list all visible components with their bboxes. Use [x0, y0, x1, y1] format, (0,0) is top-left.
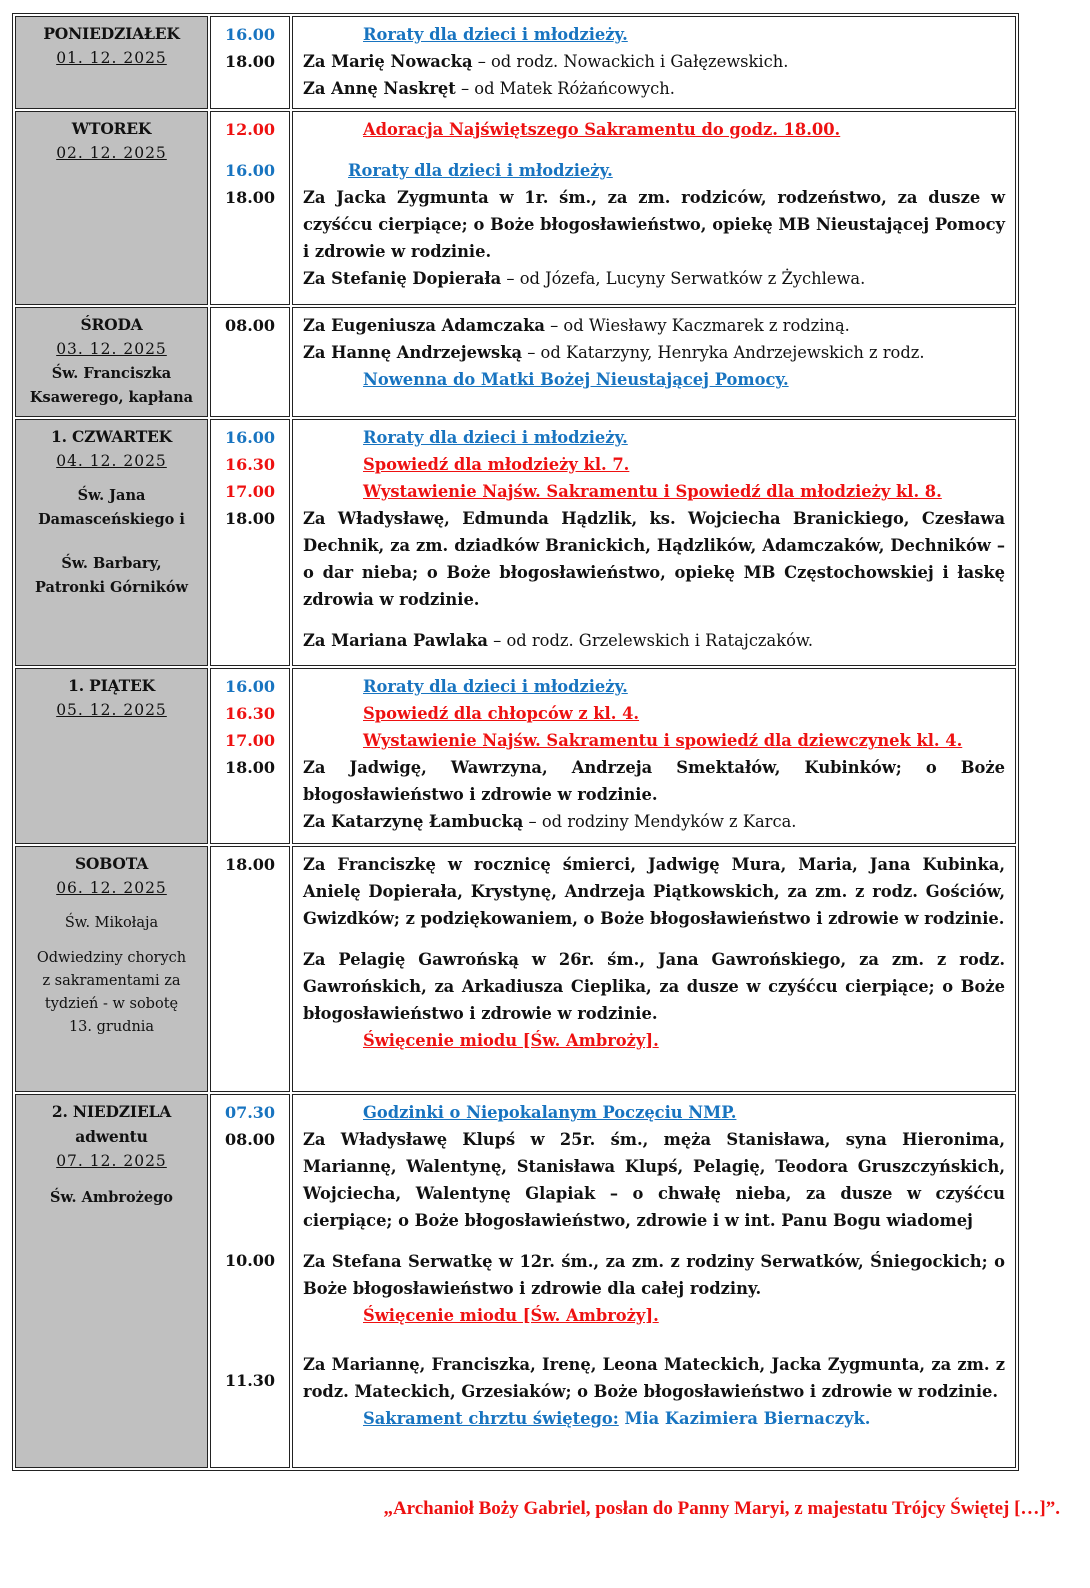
mass-intention: Za Katarzynę Łambucką – od rodziny Mendyków z Karca.	[303, 812, 797, 831]
mass-intention: Za Stefana Serwatkę w 12r. śm., za zm. z rodziny Serwatków, Śniegockich; o Boże błogosławieństwo i zdrowie dla całej rodziny.	[303, 1252, 1005, 1298]
event-roraty: Roraty dla dzieci i młodzieży.	[363, 25, 628, 44]
events-cell	[292, 419, 1016, 666]
day-cell	[15, 1094, 208, 1468]
mass-time: 07.30	[224, 1103, 276, 1122]
saint-name: Św. Barbary,	[61, 555, 162, 572]
day-name: WTOREK	[71, 119, 152, 138]
day-date: 04. 12. 2025	[56, 452, 167, 470]
mass-time: 16.30	[224, 455, 276, 474]
day-date: 05. 12. 2025	[56, 701, 167, 719]
mass-time: 18.00	[224, 855, 276, 874]
sick-visit-note: tydzień - w sobotę	[44, 996, 179, 1012]
events-cell	[292, 668, 1016, 844]
time-cell	[210, 16, 290, 109]
sick-visit-note: 13. grudnia	[68, 1019, 155, 1035]
mass-intention: Za Mariannę, Franciszka, Irenę, Leona Mateckich, Jacka Zygmunta, za zm. z rodz. Mateckich, Grzesiaków; o Boże błogosławieństwo i zdrowie w rodzinie.	[303, 1355, 1005, 1401]
events-cell	[292, 16, 1016, 109]
event-confession: Spowiedź dla chłopców z kl. 4.	[363, 704, 640, 723]
day-row-friday	[15, 668, 1016, 844]
events-cell	[292, 307, 1016, 417]
day-cell	[15, 419, 208, 666]
time-cell	[210, 1094, 290, 1468]
time-cell	[210, 668, 290, 844]
mass-time: 10.00	[224, 1251, 276, 1270]
day-name: PONIEDZIAŁEK	[43, 24, 180, 43]
time-cell	[210, 307, 290, 417]
day-name: SOBOTA	[74, 854, 149, 873]
event-exposition: Wystawienie Najśw. Sakramentu i Spowiedź dla młodzieży kl. 8.	[363, 482, 942, 501]
event-roraty: Roraty dla dzieci i młodzieży.	[363, 428, 628, 447]
saint-name: Damasceńskiego i	[38, 511, 185, 528]
day-name: 1. CZWARTEK	[51, 427, 172, 446]
mass-intention: Za Pelagię Gawrońską w 26r. śm., Jana Gawrońskiego, za zm. z rodz. Gawrońskich, za Arkadiusza Cieplika, za dusze w czyśćcu cierpiące; o Boże błogosławieństwo i zdrowie w rodzinie.	[303, 950, 1005, 1023]
sick-visit-note: Odwiedziny chorych	[36, 950, 187, 966]
mass-time: 16.00	[224, 25, 276, 44]
saint-name: Św. Ambrożego	[50, 1189, 173, 1206]
day-row-sunday	[15, 1094, 1016, 1468]
event-godzinki: Godzinki o Niepokalanym Poczęciu NMP.	[363, 1103, 737, 1122]
day-date: 01. 12. 2025	[56, 49, 167, 67]
day-name: 2. NIEDZIELA	[51, 1102, 172, 1121]
mass-time: 17.00	[224, 731, 276, 750]
event-novena: Nowenna do Matki Bożej Nieustającej Pomocy.	[363, 370, 789, 389]
day-date: 02. 12. 2025	[56, 144, 167, 162]
mass-intention: Za Franciszkę w rocznicę śmierci, Jadwigę Mura, Maria, Jana Kubinka, Anielę Dopierała, Krystynę, Andrzeja Piątkowskich, za zm. z rodz. Gościów, Gwizdków; z podziękowaniem, o Boże błogosławieństwo i zdrowie w rodzinie.	[303, 855, 1005, 928]
mass-time: 18.00	[224, 509, 276, 528]
mass-time: 11.30	[224, 1371, 276, 1390]
closing-quote: „Archanioł Boży Gabriel, posłan do Panny Maryi, z majestatu Trójcy Świętej […]”.	[383, 1498, 1060, 1519]
day-cell	[15, 16, 208, 109]
event-exposition: Wystawienie Najśw. Sakramentu i spowiedź dla dziewczynek kl. 4.	[363, 731, 963, 750]
day-cell	[15, 111, 208, 305]
mass-intention: Za Władysławę, Edmunda Hądzlik, ks. Wojciecha Branickiego, Czesława Dechnik, za zm. dziadków Branickich, Hądzlików, Adamczaków, Dechników – o dar nieba; o Boże błogosławieństwo, opiekę MB Częstochowskiej i łaskę zdrowia w rodzinie.	[303, 509, 1005, 609]
saint-name: Św. Jana	[77, 487, 146, 504]
mass-time: 18.00	[224, 188, 276, 207]
day-row-tuesday	[15, 111, 1016, 305]
mass-time: 08.00	[224, 1130, 276, 1149]
day-name: 1. PIĄTEK	[68, 676, 155, 695]
event-roraty: Roraty dla dzieci i młodzieży.	[363, 677, 628, 696]
mass-time: 16.30	[224, 704, 276, 723]
events-cell	[292, 111, 1016, 305]
sick-visit-note: z sakramentami za	[42, 973, 181, 989]
events-cell	[292, 1094, 1016, 1468]
events-cell	[292, 846, 1016, 1092]
event-baptism: Sakrament chrztu świętego: Mia Kazimiera Biernaczyk.	[363, 1409, 871, 1428]
event-confession: Spowiedź dla młodzieży kl. 7.	[363, 455, 630, 474]
day-name-sub: adwentu	[75, 1127, 148, 1146]
event-honey-blessing: Święcenie miodu [Św. Ambroży].	[363, 1306, 659, 1325]
mass-time: 18.00	[224, 52, 276, 71]
day-row-thursday	[15, 419, 1016, 666]
day-cell	[15, 846, 208, 1092]
day-date: 07. 12. 2025	[56, 1152, 167, 1170]
mass-schedule-table	[12, 13, 1019, 1471]
day-date: 06. 12. 2025	[56, 879, 167, 897]
saint-name: Św. Mikołaja	[64, 915, 159, 931]
time-cell	[210, 111, 290, 305]
mass-intention: Za Stefanię Dopierała – od Józefa, Lucyny Serwatków z Żychlewa.	[303, 269, 866, 288]
mass-intention: Za Annę Naskręt – od Matek Różańcowych.	[303, 79, 675, 98]
mass-intention: Za Jacka Zygmunta w 1r. śm., za zm. rodziców, rodzeństwo, za dusze w czyśćcu cierpiące; o Boże błogosławieństwo, opiekę MB Nieustającej Pomocy i zdrowie w rodzinie.	[303, 188, 1005, 261]
time-cell	[210, 846, 290, 1092]
mass-intention: Za Władysławę Klupś w 25r. śm., męża Stanisława, syna Hieronima, Mariannę, Walentynę, Stanisława Klupś, Pelagię, Teodora Gruszczyńskich, Wojciecha, Walentynę Glapiak – o chwałę nieba, za dusze w czyśćcu cierpiące; o Boże błogosławieństwo, zdrowie i w int. Panu Bogu wiadomej	[303, 1130, 1005, 1230]
saint-name: Patronki Górników	[34, 579, 188, 596]
mass-time: 16.00	[224, 677, 276, 696]
event-adoration: Adoracja Najświętszego Sakramentu do godz. 18.00.	[363, 120, 841, 139]
saint-name: Ksawerego, kapłana	[29, 389, 194, 406]
day-row-wednesday	[15, 307, 1016, 417]
event-honey-blessing: Święcenie miodu [Św. Ambroży].	[363, 1031, 659, 1050]
day-date: 03. 12. 2025	[56, 340, 167, 358]
time-cell	[210, 419, 290, 666]
day-row-monday	[15, 16, 1016, 109]
mass-time: 16.00	[224, 161, 276, 180]
mass-time: 12.00	[224, 120, 276, 139]
mass-intention: Za Jadwigę, Wawrzyna, Andrzeja Smektałów, Kubinków; o Boże błogosławieństwo i zdrowie w rodzinie.	[303, 758, 1005, 804]
mass-time: 16.00	[224, 428, 276, 447]
mass-intention: Za Eugeniusza Adamczaka – od Wiesławy Kaczmarek z rodziną.	[303, 316, 850, 335]
day-row-saturday	[15, 846, 1016, 1092]
mass-intention: Za Marię Nowacką – od rodz. Nowackich i Gałęzewskich.	[303, 52, 789, 71]
day-cell	[15, 307, 208, 417]
saint-name: Św. Franciszka	[51, 365, 172, 382]
mass-intention: Za Hannę Andrzejewską – od Katarzyny, Henryka Andrzejewskich z rodz.	[303, 343, 925, 362]
mass-time: 18.00	[224, 758, 276, 777]
mass-intention: Za Mariana Pawlaka – od rodz. Grzelewskich i Ratajczaków.	[303, 631, 814, 650]
mass-time: 17.00	[224, 482, 276, 501]
event-roraty: Roraty dla dzieci i młodzieży.	[348, 161, 613, 180]
day-cell	[15, 668, 208, 844]
day-name: ŚRODA	[80, 315, 143, 334]
mass-time: 08.00	[224, 316, 276, 335]
